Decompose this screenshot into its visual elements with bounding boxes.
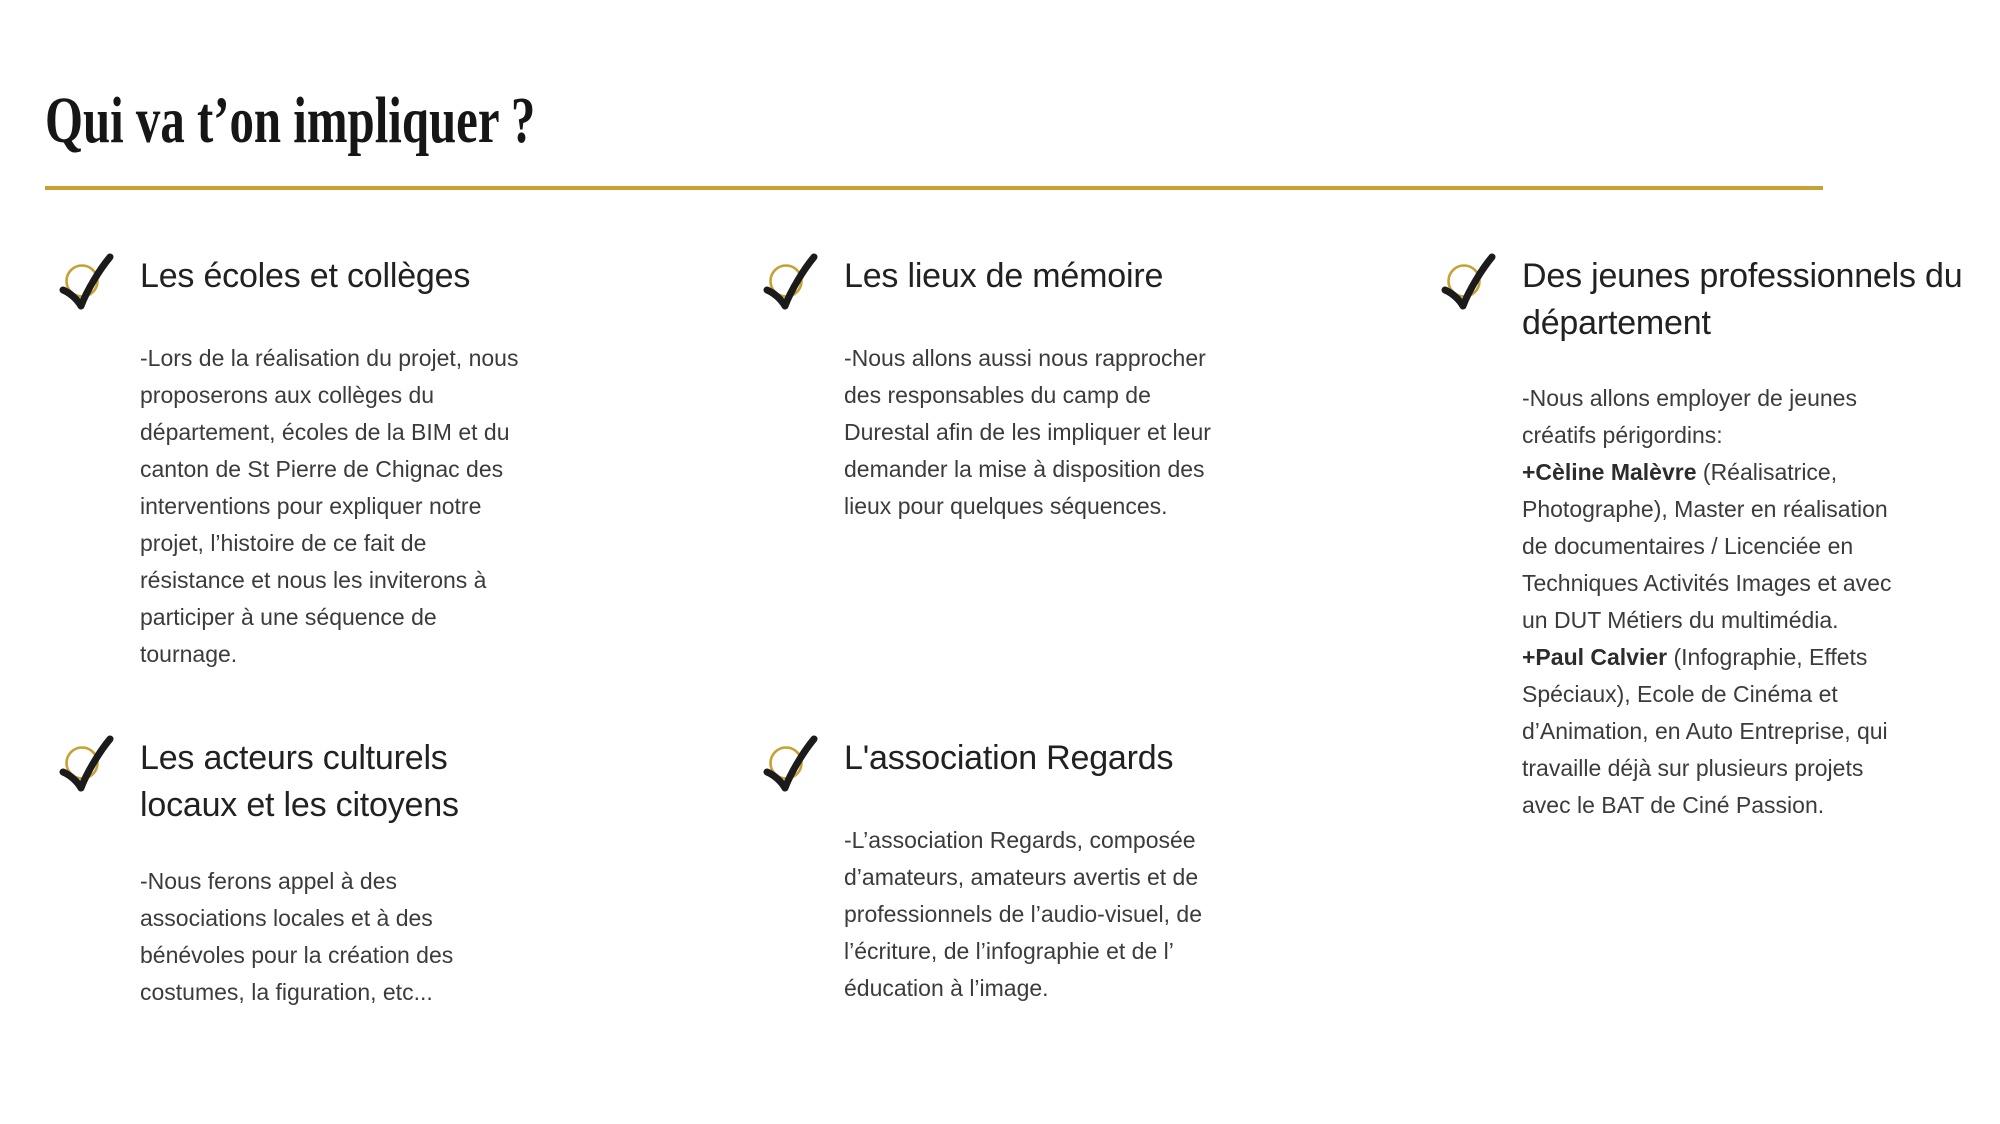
check-circle-icon [762, 253, 818, 311]
item-body: -Nous allons aussi nous rapprocher des responsables du camp de Durestal afin de les impliquer et leur demander la mise à disposition des lieux pour quelques séquences. [844, 345, 1211, 519]
item-heading: Les lieux de mémoire [844, 257, 1164, 295]
involvement-item-ecoles [58, 253, 588, 673]
item-body: -Lors de la réalisation du projet, nous proposerons aux collèges du département, écoles de la BIM et du canton de St Pierre de Chignac des interventions pour expliquer notre projet, l’histoire de ce fait de résistance et nous les inviterons à participer à une séquence de tournage. [140, 345, 519, 667]
item-heading: Les acteurs culturels locaux et les citoyens [140, 739, 459, 824]
item-content [140, 735, 518, 1011]
person-name: +Cèline Malèvre [1522, 459, 1697, 485]
item-content [1522, 253, 1967, 824]
item-content [140, 253, 528, 673]
check-circle-icon [58, 253, 114, 311]
item-content [844, 253, 1228, 525]
check-circle-icon [1440, 253, 1496, 311]
item-body-intro: -Nous allons employer de jeunes créatifs périgordins: [1522, 385, 1857, 448]
check-circle-icon [58, 735, 114, 793]
item-body [1522, 380, 1918, 824]
item-content [844, 735, 1228, 1007]
item-body: -L’association Regards, composée d’amateurs, amateurs avertis et de professionnels de l’audio-visuel, de l’écriture, de l’infographie et de l’ éducation à l’image. [844, 827, 1202, 1001]
item-heading: Les écoles et collèges [140, 257, 471, 295]
check-circle-icon [762, 735, 818, 793]
involvement-item-lieux-memoire [762, 253, 1292, 525]
person-details: (Réalisatrice, Photographe), Master en réalisation de documentaires / Licenciée en Techniques Activités Images et avec un DUT Métiers du multimédia. [1522, 459, 1892, 633]
involvement-item-jeunes-professionnels [1440, 253, 2000, 824]
title-divider [45, 186, 1823, 190]
involvement-item-association-regards [762, 735, 1292, 1007]
person-name: +Paul Calvier [1522, 644, 1668, 670]
person-details: (Infographie, Effets Spéciaux), Ecole de Cinéma et d’Animation, en Auto Entreprise, qui travaille déjà sur plusieurs projets avec le BAT de Ciné Passion. [1522, 644, 1888, 818]
item-heading: L'association Regards [844, 739, 1174, 777]
item-body: -Nous ferons appel à des associations locales et à des bénévoles pour la création des costumes, la figuration, etc... [140, 868, 454, 1005]
page-title: Qui va t’on impliquer ? [45, 84, 536, 158]
item-heading: Des jeunes professionnels du département [1522, 257, 1963, 342]
involvement-item-acteurs-culturels [58, 735, 588, 1011]
